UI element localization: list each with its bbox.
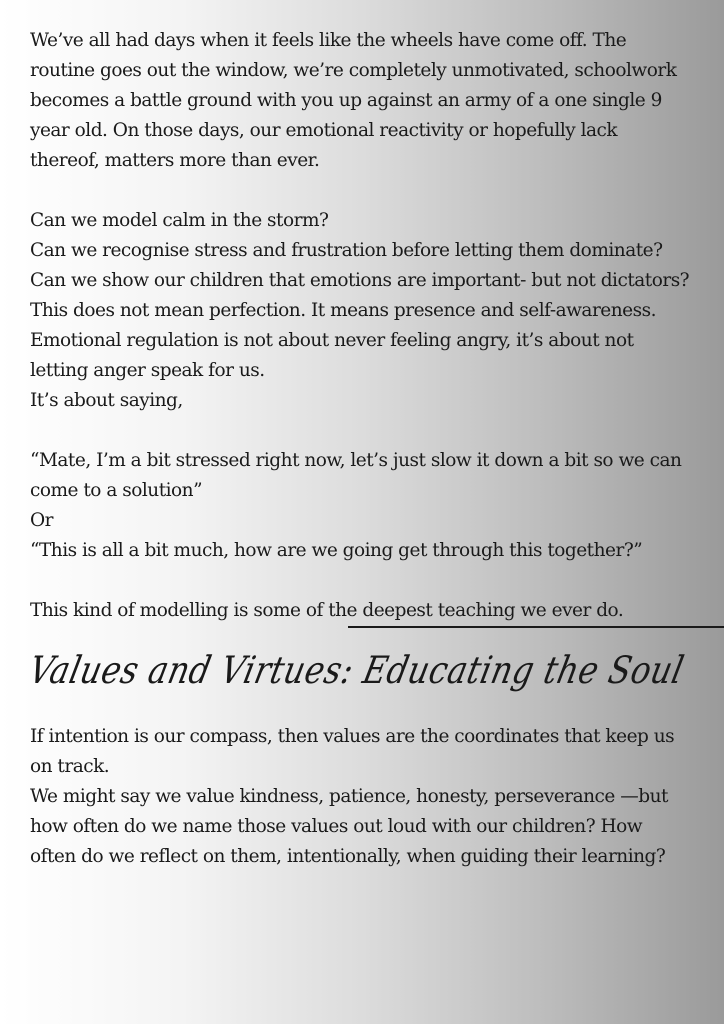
- statement-not-perfection: This does not mean perfection. It means presence and self-awareness.: [30, 300, 656, 321]
- quote-or: Or: [30, 510, 54, 531]
- quote-stressed: “Mate, I’m a bit stressed right now, let’s just slow it down a bit so we can come to a solution”: [30, 450, 682, 501]
- quote-together: “This is all a bit much, how are we going get through this together?”: [30, 540, 643, 561]
- values-question-paragraph: We might say we value kindness, patience, honesty, perseverance —but how often do we name those values out loud with our children? How often do we reflect on them, intentionally, when guiding their learning?: [30, 786, 668, 867]
- spacer: [30, 566, 690, 596]
- question-emotions-important: Can we show our children that emotions are important- but not dictators?: [30, 270, 690, 291]
- values-intro-paragraph: If intention is our compass, then values are the coordinates that keep us on track.: [30, 726, 675, 777]
- divider-line: [348, 626, 724, 628]
- spacer: [30, 416, 690, 446]
- spacer: [30, 176, 690, 206]
- document-page: [25, 26, 690, 872]
- question-recognise-stress: Can we recognise stress and frustration before letting them dominate?: [30, 240, 663, 261]
- section-heading: Values and Virtues: Educating the Soul: [25, 647, 689, 693]
- intro-paragraph: We’ve all had days when it feels like the wheels have come off. The routine goes out the window, we’re completely unmotivated, schoolwork becomes a battle ground with you up against an army of a one single 9 year old. On those days, our emotional reactivity or hopefully lack thereof, matters more than ever.: [30, 30, 677, 171]
- section-divider: [30, 626, 690, 634]
- question-calm: Can we model calm in the storm?: [30, 210, 329, 231]
- statement-emotional-regulation: Emotional regulation is not about never feeling angry, it’s about not letting anger speak for us.: [30, 330, 634, 381]
- closing-line: This kind of modelling is some of the deepest teaching we ever do.: [30, 600, 624, 621]
- statement-about-saying: It’s about saying,: [30, 390, 183, 411]
